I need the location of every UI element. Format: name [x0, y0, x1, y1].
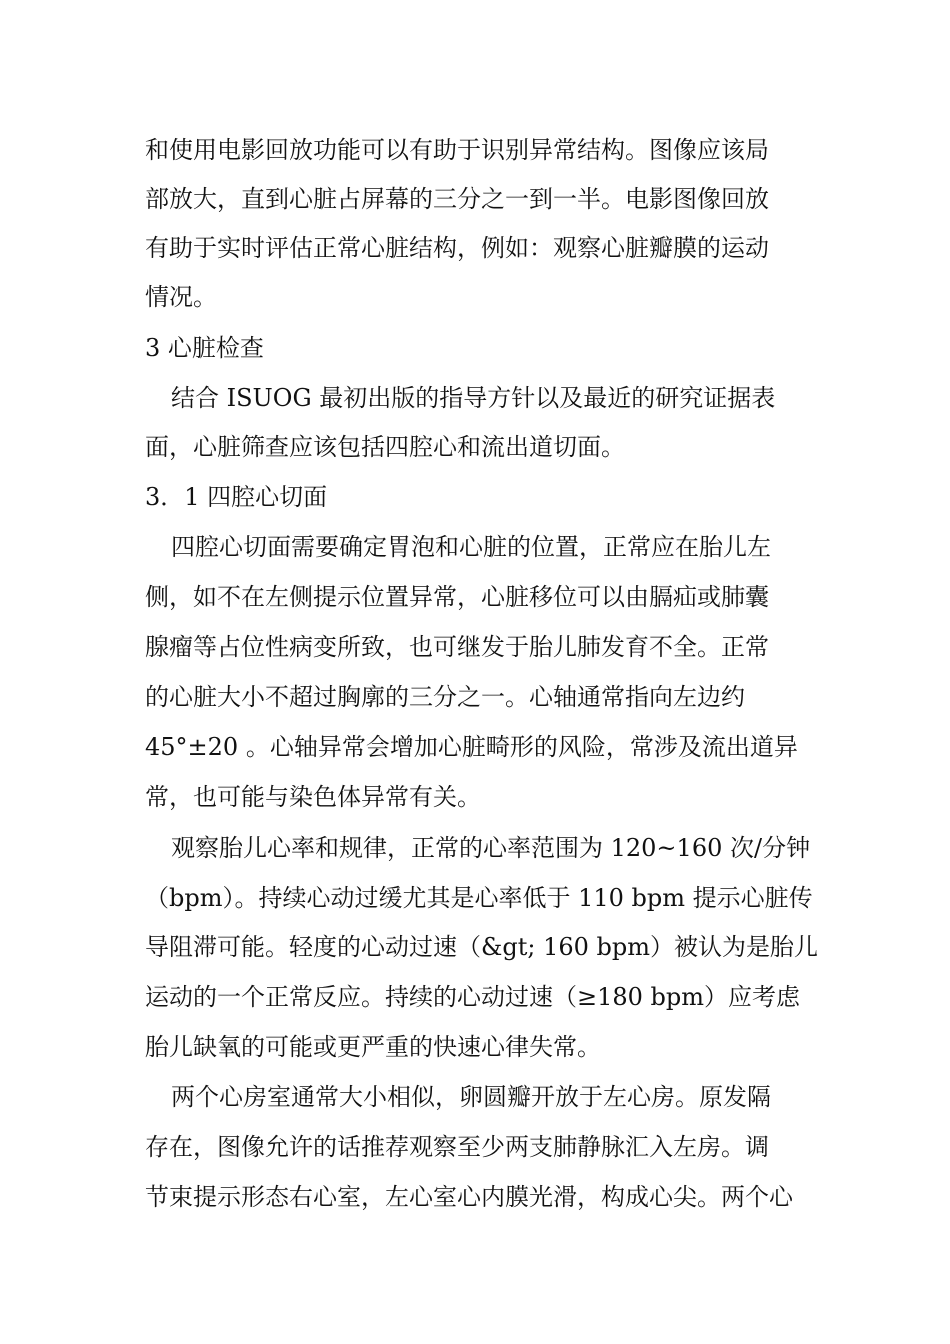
paragraph-line: 面，心脏筛查应该包括四腔心和流出道切面。: [145, 433, 625, 461]
paragraph-line: （bpm）。持续心动过缓尤其是心率低于 110 bpm 提示心脏传: [145, 884, 813, 912]
paragraph-line: 节束提示形态右心室，左心室心内膜光滑，构成心尖。两个心: [145, 1183, 793, 1211]
paragraph-line: 常，也可能与染色体异常有关。: [145, 783, 481, 811]
paragraph-line: 观察胎儿心率和规律，正常的心率范围为 120~160 次/分钟: [171, 834, 811, 862]
paragraph-line: 结合 ISUOG 最初出版的指导方针以及最近的研究证据表: [171, 384, 776, 412]
paragraph-line: 腺瘤等占位性病变所致，也可继发于胎儿肺发育不全。正常: [145, 633, 769, 661]
paragraph-line: 两个心房室通常大小相似，卵圆瓣开放于左心房。原发隔: [171, 1083, 771, 1111]
section-heading: 3 心脏检查: [145, 334, 264, 362]
paragraph-line: 四腔心切面需要确定胃泡和心脏的位置，正常应在胎儿左: [171, 533, 771, 561]
paragraph-line: 存在，图像允许的话推荐观察至少两支肺静脉汇入左房。调: [145, 1133, 769, 1161]
subsection-heading: 3．1 四腔心切面: [145, 483, 328, 511]
paragraph-line: 侧，如不在左侧提示位置异常，心脏移位可以由膈疝或肺囊: [145, 583, 769, 611]
paragraph-line: 胎儿缺氧的可能或更严重的快速心律失常。: [145, 1033, 601, 1061]
paragraph-line: 导阻滞可能。轻度的心动过速（&gt; 160 bpm）被认为是胎儿: [145, 933, 819, 961]
paragraph-line: 有助于实时评估正常心脏结构，例如：观察心脏瓣膜的运动: [145, 234, 769, 262]
paragraph-line: 情况。: [145, 283, 217, 311]
paragraph-line: 和使用电影回放功能可以有助于识别异常结构。图像应该局: [145, 136, 769, 164]
paragraph-line: 45°±20 。心轴异常会增加心脏畸形的风险，常涉及流出道异: [145, 733, 798, 761]
paragraph-line: 运动的一个正常反应。持续的心动过速（≥180 bpm）应考虑: [145, 983, 801, 1011]
paragraph-line: 部放大，直到心脏占屏幕的三分之一到一半。电影图像回放: [145, 185, 769, 213]
paragraph-line: 的心脏大小不超过胸廓的三分之一。心轴通常指向左边约: [145, 683, 745, 711]
